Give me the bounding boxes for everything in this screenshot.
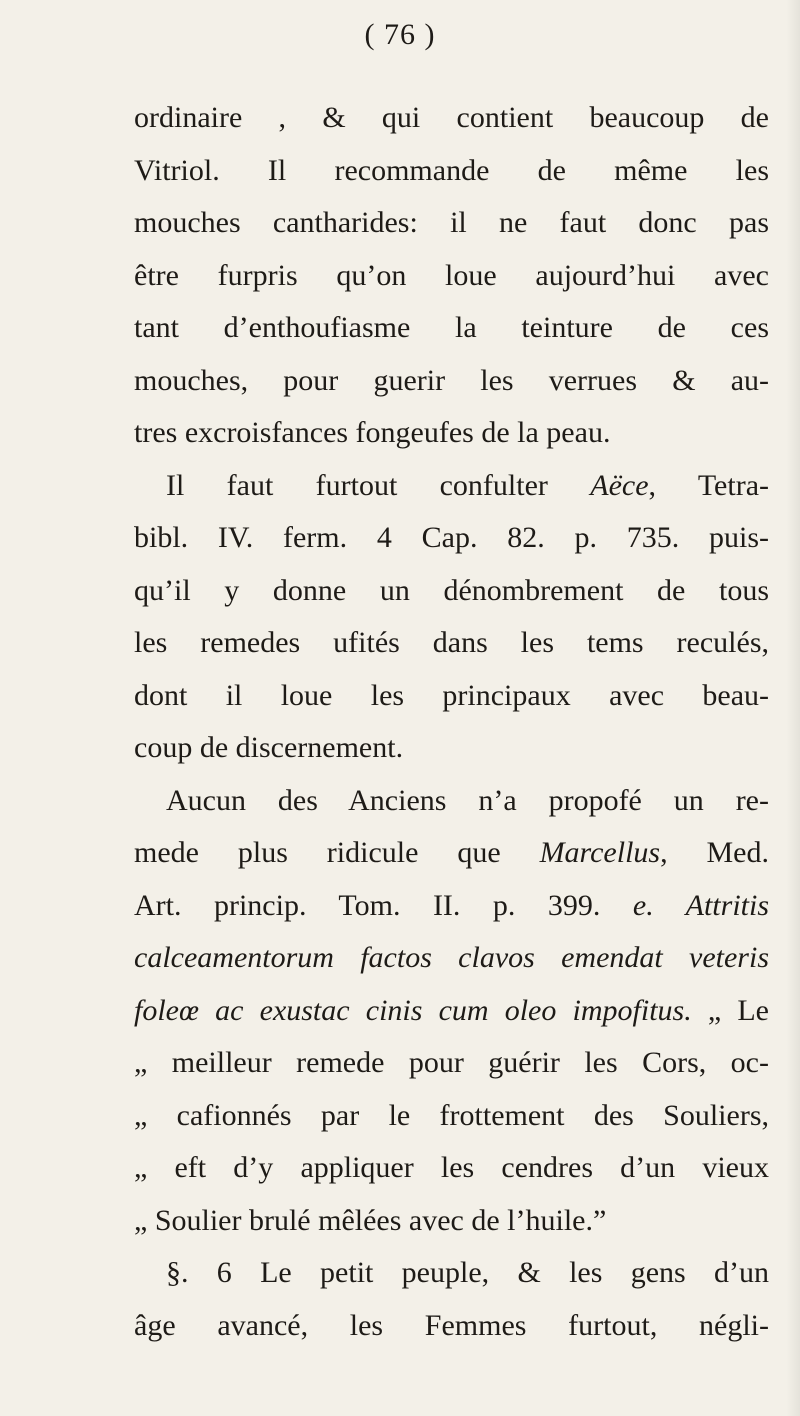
text-line xyxy=(134,145,769,198)
text-line xyxy=(134,1195,769,1248)
text-segment: tres excroisfances fongeufes de la peau. xyxy=(134,416,611,449)
text-segment: „ meilleur remede pour guérir les Cors, oc- xyxy=(134,1046,769,1079)
text-line xyxy=(134,250,769,303)
italic-text: calceamentorum factos clavos emendat veteris xyxy=(134,941,769,974)
text-line xyxy=(134,302,769,355)
text-segment: être furpris qu’on loue aujourd’hui avec xyxy=(134,258,769,292)
text-line xyxy=(134,722,769,775)
text-line xyxy=(134,617,769,670)
italic-text: Aëce xyxy=(590,468,649,502)
text-segment: , Tetra- xyxy=(648,468,770,502)
text-segment: dont il loue les principaux avec beau- xyxy=(134,678,769,712)
text-segment: „ eft d’y appliquer les cendres d’un vieux xyxy=(134,1151,769,1184)
text-segment: tant d’enthoufiasme la teinture de ces xyxy=(134,311,769,344)
text-line xyxy=(134,460,769,513)
text-line xyxy=(134,775,769,828)
text-line xyxy=(134,985,769,1038)
text-segment: âge avancé, les Femmes furtout, négli- xyxy=(134,1308,769,1342)
italic-text: foleœ ac exustac cinis cum oleo impofitus. xyxy=(134,993,692,1027)
text-segment: §. 6 Le petit peuple, & les gens d’un xyxy=(166,1256,769,1289)
text-segment: Aucun des Anciens n’a propofé un re- xyxy=(166,783,769,817)
text-line xyxy=(134,197,769,250)
text-line xyxy=(134,880,769,933)
text-segment: coup de discernement. xyxy=(134,731,404,764)
italic-text: e. Attritis xyxy=(632,888,769,922)
text-segment: „ Soulier brulé mêlées avec de l’huile.” xyxy=(134,1203,607,1237)
text-line xyxy=(134,1090,769,1143)
text-segment: Il faut furtout confulter xyxy=(166,468,591,502)
text-segment: ordinaire , & qui contient beaucoup de xyxy=(134,101,769,134)
text-segment: mede plus ridicule que xyxy=(134,836,540,869)
body-text xyxy=(134,92,769,1352)
text-line xyxy=(134,1247,769,1300)
text-line xyxy=(134,355,769,408)
text-segment: mouches cantharides: il ne faut donc pas xyxy=(134,206,769,239)
text-line xyxy=(134,670,769,723)
page-edge-shadow xyxy=(786,0,800,1416)
text-line xyxy=(134,512,769,565)
text-segment: Art. princip. Tom. II. p. 399. xyxy=(134,888,633,922)
text-segment: mouches, pour guerir les verrues & au- xyxy=(134,363,769,397)
text-segment: les remedes ufités dans les tems reculés, xyxy=(134,626,769,659)
page-number: ( 76 ) xyxy=(364,18,436,51)
text-segment: „ cafionnés par le frottement des Souliers, xyxy=(134,1098,769,1132)
text-segment: qu’il y donne un dénombrement de tous xyxy=(134,573,769,607)
italic-text: Marcellus xyxy=(539,836,661,869)
text-line xyxy=(134,92,769,145)
text-line xyxy=(134,407,769,460)
text-line xyxy=(134,1037,769,1090)
text-line xyxy=(134,1300,769,1353)
text-segment: „ Le xyxy=(691,993,769,1027)
text-line xyxy=(134,932,769,985)
text-line xyxy=(134,1142,769,1195)
text-segment: Vitriol. Il recommande de même les xyxy=(134,153,769,187)
text-segment: , Med. xyxy=(660,836,769,869)
text-line xyxy=(134,565,769,618)
text-segment: bibl. IV. ferm. 4 Cap. 82. p. 735. puis- xyxy=(134,521,769,554)
text-line xyxy=(134,827,769,880)
